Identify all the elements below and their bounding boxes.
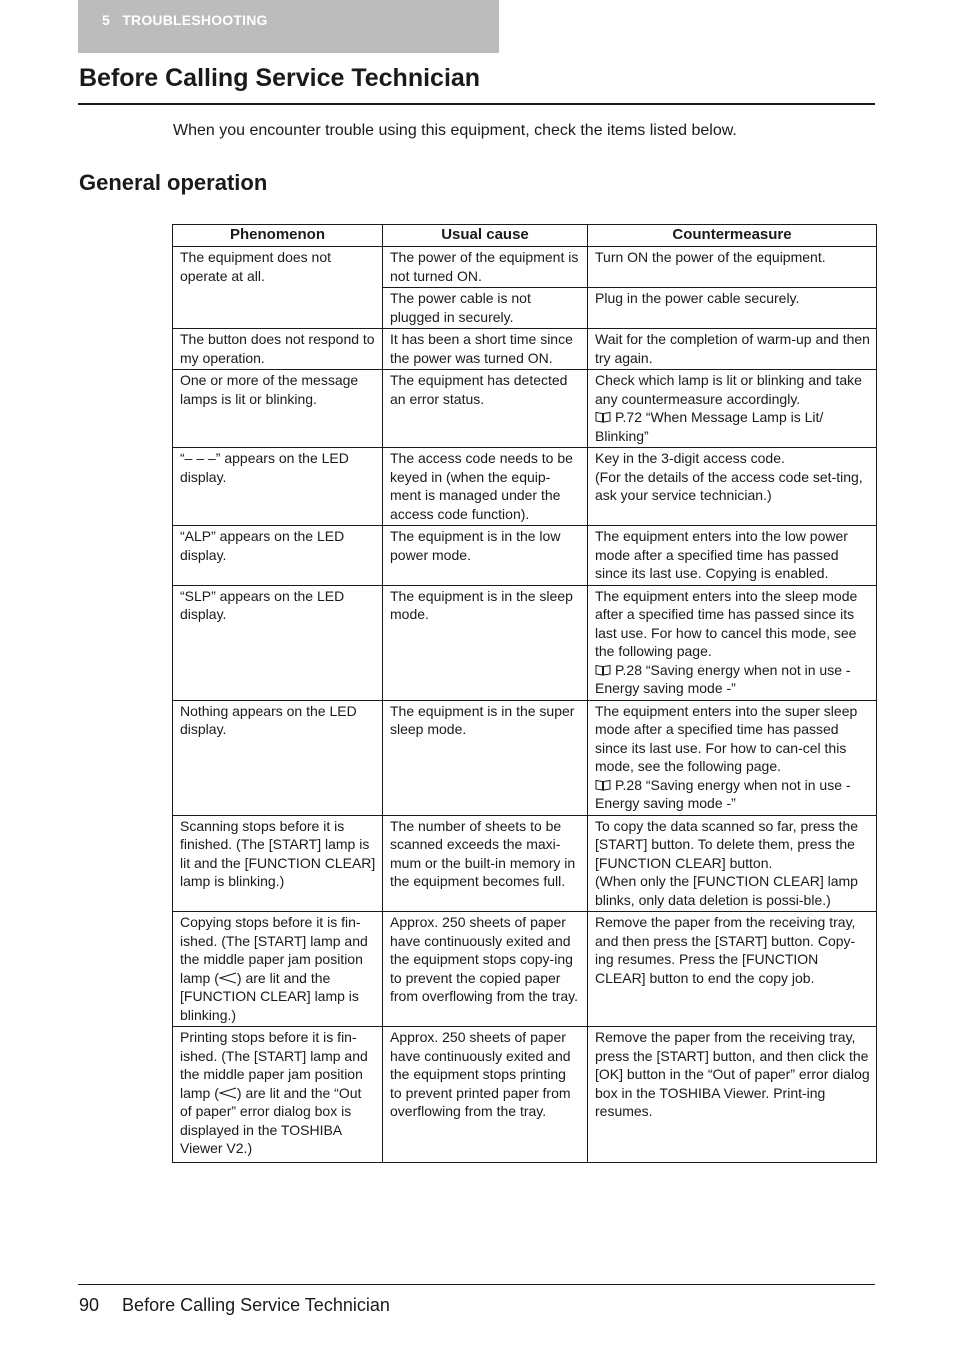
troubleshooting-table [172, 224, 877, 1163]
table-row [173, 585, 877, 700]
cause-cell: It has been a short time since the power was turned ON. [383, 329, 588, 370]
countermeasure-cell: Turn ON the power of the equipment. [588, 247, 877, 288]
countermeasure-note: (For the details of the access code set-ting, ask your service technician.) [595, 468, 863, 503]
table-row [173, 815, 877, 912]
countermeasure-cell [588, 700, 877, 815]
table-row [173, 912, 877, 1027]
chapter-number: 5 [102, 12, 110, 28]
phenomenon-cell: One or more of the message lamps is lit or blinking. [173, 370, 383, 448]
countermeasure-cell [588, 585, 877, 700]
intro-text: When you encounter trouble using this equipment, check the items listed below. [173, 122, 737, 139]
cause-cell: Approx. 250 sheets of paper have continuously exited and the equipment stops copy-ing to prevent the copied paper from overflowing from the tray. [383, 912, 588, 1027]
phenomenon-cell: “SLP” appears on the LED display. [173, 585, 383, 700]
page-reference-text: P.72 “When Message Lamp is Lit/ Blinking” [595, 409, 824, 444]
countermeasure-text: Check which lamp is lit or blinking and take any countermeasure accordingly. [595, 372, 862, 407]
page-number: 90 [79, 1295, 100, 1315]
page-reference-link[interactable] [595, 661, 870, 698]
countermeasure-cell: The equipment enters into the low power mode after a specified time has passed since its last use. Copying is enabled. [588, 526, 877, 586]
countermeasure-text: The equipment enters into the super sleep mode after a specified time has passed since its last use. For how to can-cel this mode, see the following page. [595, 702, 858, 774]
page-reference-text: P.28 “Saving energy when not in use - Energy saving mode -” [595, 661, 851, 696]
cause-cell: The equipment is in the super sleep mode. [383, 700, 588, 815]
countermeasure-cell: Wait for the completion of warm-up and then try again. [588, 329, 877, 370]
cause-cell: The equipment is in the sleep mode. [383, 585, 588, 700]
phenomenon-cell [173, 1027, 383, 1163]
chapter-title: TROUBLESHOOTING [122, 12, 268, 28]
table-header-row [173, 225, 877, 247]
phenomenon-text-start: Copying stops before it is fin-ished. (The [START] lamp and the middle paper jam position lamp ( [180, 914, 368, 986]
chapter-tab [78, 0, 499, 53]
countermeasure-text: To copy the data scanned so far, press the [START] button. To delete them, press the [FUNCTION CLEAR] button. [595, 817, 859, 871]
book-icon [595, 411, 611, 423]
paper-jam-lamp-icon [219, 1087, 237, 1099]
page-title: Before Calling Service Technician [79, 64, 481, 92]
table-row [173, 526, 877, 586]
phenomenon-text-end: ) are lit and the [FUNCTION CLEAR] lamp is blinking.) [180, 969, 359, 1023]
phenomenon-text-start: Printing stops before it is fin-ished. (The [START] lamp and the middle paper jam position lamp ( [180, 1029, 368, 1101]
countermeasure-text: The equipment enters into the sleep mode after a specified time has passed since its last use. For how to cancel this mode, see the following page. [595, 587, 858, 659]
cause-cell: Approx. 250 sheets of paper have continuously exited and the equipment stops printing to prevent printed paper from overflowing from the tray. [383, 1027, 588, 1163]
phenomenon-cell: The button does not respond to my operation. [173, 329, 383, 370]
book-icon [595, 779, 611, 791]
page-reference-link[interactable] [595, 408, 870, 445]
cause-cell: The equipment has detected an error status. [383, 370, 588, 448]
page-footer [79, 1295, 390, 1316]
phenomenon-cell [173, 912, 383, 1027]
table-row [173, 370, 877, 448]
cause-cell: The power of the equipment is not turned ON. [383, 247, 588, 288]
phenomenon-text-end: ) are lit and the “Out of paper” error dialog box is displayed in the TOSHIBA Viewer V2.) [180, 1084, 362, 1156]
cause-cell: The equipment is in the low power mode. [383, 526, 588, 586]
header-phenomenon: Phenomenon [173, 225, 383, 247]
countermeasure-cell [588, 815, 877, 912]
phenomenon-cell: Nothing appears on the LED display. [173, 700, 383, 815]
cause-cell: The access code needs to be keyed in (when the equip-ment is managed under the access code function). [383, 448, 588, 526]
countermeasure-cell [588, 370, 877, 448]
table-row [173, 247, 877, 288]
phenomenon-cell: “ALP” appears on the LED display. [173, 526, 383, 586]
title-divider [78, 103, 875, 105]
countermeasure-note: (When only the [FUNCTION CLEAR] lamp blinks, only data deletion is possi-ble.) [595, 873, 858, 908]
countermeasure-cell: Remove the paper from the receiving tray, and then press the [START] button. Copy-ing resumes. Press the [FUNCTION CLEAR] button to end the copy job. [588, 912, 877, 1027]
header-countermeasure: Countermeasure [588, 225, 877, 247]
page-reference-link[interactable] [595, 776, 870, 813]
table-row [173, 329, 877, 370]
cause-cell: The power cable is not plugged in securely. [383, 288, 588, 329]
countermeasure-text: Key in the 3-digit access code. [595, 450, 785, 466]
cause-cell: The number of sheets to be scanned exceeds the maxi-mum or the built-in memory in the equipment becomes full. [383, 815, 588, 912]
table-row [173, 700, 877, 815]
header-usual-cause: Usual cause [383, 225, 588, 247]
phenomenon-cell: The equipment does not operate at all. [173, 247, 383, 329]
paper-jam-lamp-icon [219, 972, 237, 984]
countermeasure-cell: Remove the paper from the receiving tray, press the [START] button, and then click the [OK] button in the “Out of paper” error dialog box in the TOSHIBA Viewer. Print-ing resumes. [588, 1027, 877, 1163]
phenomenon-cell: Scanning stops before it is finished. (The [START] lamp is lit and the [FUNCTION CLEAR] lamp is blinking.) [173, 815, 383, 912]
phenomenon-cell: “– – –” appears on the LED display. [173, 448, 383, 526]
page-reference-text: P.28 “Saving energy when not in use - Energy saving mode -” [595, 776, 851, 811]
countermeasure-cell: Plug in the power cable securely. [588, 288, 877, 329]
table-row [173, 1027, 877, 1163]
table-row [173, 448, 877, 526]
countermeasure-cell [588, 448, 877, 526]
footer-title: Before Calling Service Technician [122, 1295, 390, 1315]
book-icon [595, 664, 611, 676]
footer-divider [78, 1284, 875, 1285]
section-title: General operation [79, 170, 268, 195]
